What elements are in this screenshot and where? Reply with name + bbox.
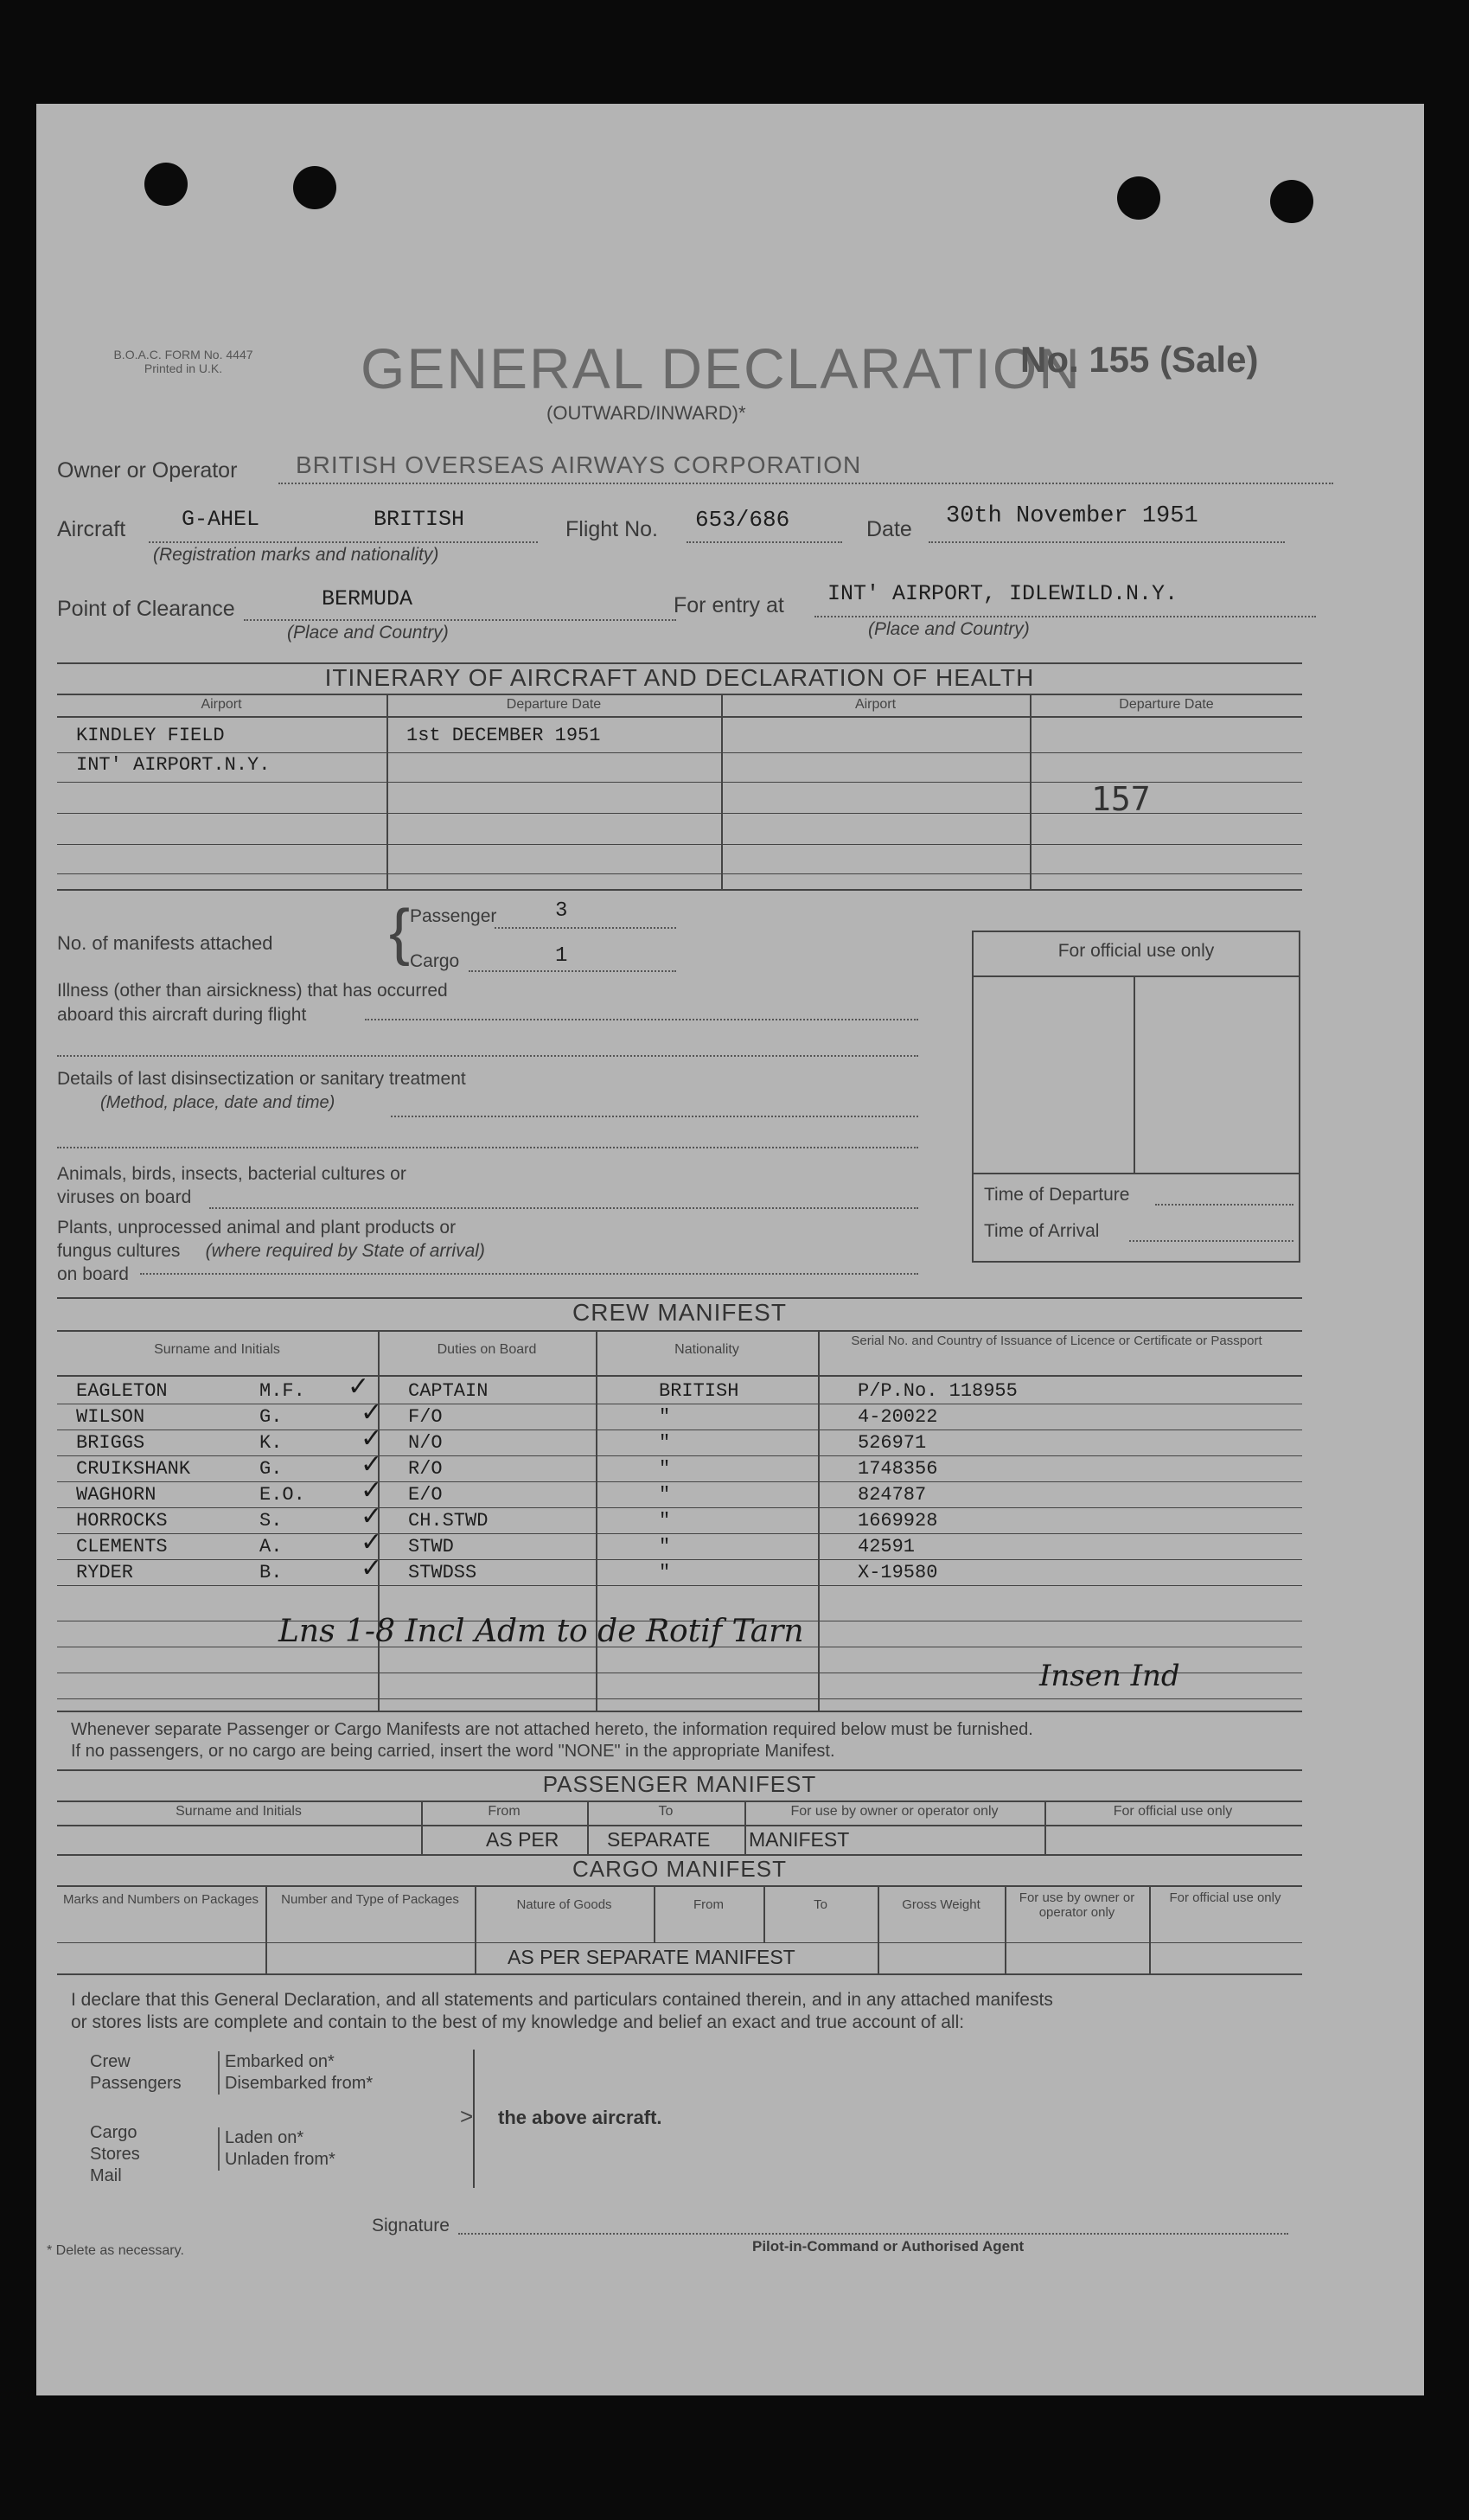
rule (1149, 1885, 1151, 1973)
declaration-line: I declare that this General Declaration, and all statements and particulars contained therein, and in any attached manifests (71, 1990, 1053, 2010)
decl-embarked: Embarked on* (225, 2052, 335, 2071)
footnote: * Delete as necessary. (47, 2243, 184, 2258)
crew-duty: E/O (408, 1484, 443, 1506)
crew-duty: CH.STWD (408, 1510, 489, 1532)
aircraft-line (149, 541, 538, 543)
plants-label-line: Plants, unprocessed animal and plant products or (57, 1218, 457, 1238)
official-use-heading: For official use only (1057, 941, 1215, 961)
passenger-value: SEPARATE (607, 1828, 711, 1851)
itinerary-departure-date: 1st DECEMBER 1951 (406, 725, 601, 746)
rule (57, 1429, 1302, 1430)
rule (57, 1330, 1302, 1332)
aircraft-note: (Registration marks and nationality) (153, 545, 439, 565)
crew-nationality: BRITISH (659, 1380, 739, 1402)
cargo-col-owner: For use by owner or operator only (1019, 1890, 1135, 1920)
cargo-col-marks: Marks and Numbers on Packages (63, 1892, 259, 1907)
itinerary-heading: ITINERARY OF AIRCRAFT AND DECLARATION OF HEALTH (324, 664, 1035, 691)
rule (57, 1559, 1302, 1560)
passenger-col-to: To (658, 1804, 674, 1819)
rule (57, 1825, 1302, 1826)
plants-label (57, 1216, 485, 1286)
crew-initials: G. (259, 1458, 283, 1480)
disinsect-note: (Method, place, date and time) (100, 1093, 335, 1112)
rule (57, 694, 1302, 695)
rule (57, 1507, 1302, 1508)
flight-label: Flight No. (565, 517, 658, 541)
date-line (929, 541, 1285, 543)
rule (974, 975, 1299, 977)
owner-line (278, 483, 1333, 484)
crew-nationality: " (659, 1510, 671, 1532)
crew-initials: A. (259, 1536, 283, 1557)
crew-surname: RYDER (76, 1562, 134, 1583)
printed-text: Printed in U.K. (144, 361, 223, 375)
owner-value: BRITISH OVERSEAS AIRWAYS CORPORATION (296, 451, 862, 478)
rule (596, 1330, 597, 1711)
check-mark-icon: ✓ (361, 1501, 383, 1532)
cargo-col-number: Number and Type of Packages (281, 1892, 459, 1907)
entry-value: INT' AIRPORT, IDLEWILD.N.Y. (827, 581, 1178, 606)
check-mark-icon: ✓ (361, 1398, 383, 1428)
decl-laden: Laden on* (225, 2128, 304, 2147)
rule (587, 1800, 589, 1854)
passenger-count-line (495, 927, 676, 929)
rule (57, 1800, 1302, 1802)
rule (386, 694, 388, 891)
passenger-value: AS PER (486, 1828, 559, 1851)
decl-stores: Stores (90, 2145, 140, 2164)
rule (421, 1800, 423, 1854)
rule (763, 1885, 765, 1942)
crew-surname: EAGLETON (76, 1380, 168, 1402)
crew-nationality: " (659, 1536, 671, 1557)
cargo-manifest-count: 1 (555, 944, 568, 968)
crew-duty: N/O (408, 1432, 443, 1454)
form-reference (88, 348, 278, 375)
cargo-col-weight: Gross Weight (902, 1897, 980, 1912)
signature-line (458, 2233, 1288, 2235)
animals-line (209, 1207, 918, 1209)
arrival-time-label: Time of Arrival (984, 1221, 1100, 1241)
clearance-line (244, 619, 676, 621)
crew-duty: R/O (408, 1458, 443, 1480)
rule (265, 1885, 267, 1973)
rule (818, 1330, 820, 1711)
entry-line (814, 616, 1316, 617)
crew-serial: 526971 (858, 1432, 927, 1454)
cargo-col-official: For official use only (1169, 1890, 1281, 1905)
passenger-col-from: From (488, 1804, 521, 1819)
punch-hole (1270, 180, 1313, 223)
owner-label: Owner or Operator (57, 458, 238, 483)
flight-line (687, 541, 842, 543)
crew-col-serial: Serial No. and Country of Issuance of Licence or Certificate or Passport (851, 1334, 1262, 1348)
rule (744, 1800, 746, 1854)
check-mark-icon: ✓ (361, 1449, 383, 1480)
crew-duty: STWD (408, 1536, 454, 1557)
crew-passengers-labels (90, 2051, 182, 2095)
illness-label-line: aboard this aircraft during flight (57, 1005, 307, 1025)
passenger-col-surname: Surname and Initials (176, 1804, 302, 1819)
crew-nationality: " (659, 1432, 671, 1454)
passenger-value: MANIFEST (749, 1828, 850, 1851)
itinerary-col-airport2: Airport (854, 697, 897, 712)
date-value: 30th November 1951 (946, 503, 1198, 529)
itinerary-col-date: Departure Date (506, 697, 602, 712)
rule (1005, 1885, 1006, 1973)
rule (1044, 1800, 1046, 1854)
cargo-stores-labels (90, 2122, 140, 2187)
declaration-text (71, 1989, 1299, 2034)
brace: { (389, 898, 411, 967)
crew-serial: 1669928 (858, 1510, 938, 1532)
punch-hole (1117, 176, 1160, 220)
check-mark-icon: ✓ (361, 1475, 383, 1506)
decl-crew: Crew (90, 2052, 131, 2071)
decl-mail: Mail (90, 2166, 122, 2185)
disinsect-label: Details of last disinsectization or sanitary treatment (57, 1069, 466, 1089)
decl-cargo: Cargo (90, 2123, 137, 2142)
itinerary-airport: INT' AIRPORT.N.Y. (76, 754, 271, 776)
crew-initials: K. (259, 1432, 283, 1454)
decl-above-aircraft: the above aircraft. (498, 2107, 662, 2128)
disinsect-line (391, 1116, 918, 1117)
rule (57, 1698, 1302, 1699)
illness-label-line: Illness (other than airsickness) that has occurred (57, 981, 448, 1001)
crew-surname: BRIGGS (76, 1432, 145, 1454)
crew-handwritten-signature: Insen Ind (1039, 1659, 1180, 1693)
crew-nationality: " (659, 1484, 671, 1506)
disinsect-line (57, 1147, 918, 1148)
entry-label: For entry at (674, 593, 784, 617)
plants-label-line: fungus cultures (57, 1241, 181, 1261)
crew-nationality: " (659, 1458, 671, 1480)
rule (57, 1885, 1302, 1887)
embark-labels (218, 2051, 373, 2095)
form-ref-text: B.O.A.C. FORM No. 4447 (113, 348, 253, 361)
form-number: No. 155 (Sale) (1020, 339, 1259, 380)
rule (57, 1455, 1302, 1456)
rule (878, 1885, 879, 1973)
decl-passengers: Passengers (90, 2074, 182, 2093)
date-label: Date (866, 517, 912, 541)
crew-initials: S. (259, 1510, 283, 1532)
check-mark-icon: ✓ (348, 1372, 370, 1402)
form-title: GENERAL DECLARATION (361, 336, 1082, 400)
crew-handwritten-note: Lns 1-8 Incl Adm to de Rotif Tarn (278, 1614, 804, 1649)
punch-hole (144, 163, 188, 206)
crew-surname: HORROCKS (76, 1510, 168, 1532)
instructions-line: If no passengers, or no cargo are being carried, insert the word "NONE" in the appropriate Manifest. (71, 1742, 835, 1761)
cargo-col-nature: Nature of Goods (516, 1897, 612, 1912)
animals-label-line: Animals, birds, insects, bacterial cultures or (57, 1164, 406, 1184)
crew-serial: 824787 (858, 1484, 927, 1506)
crew-col-nationality: Nationality (674, 1342, 739, 1357)
passenger-col-official: For official use only (1113, 1804, 1233, 1819)
itinerary-col-date2: Departure Date (1119, 697, 1214, 712)
cargo-count-line (469, 970, 676, 972)
rule (57, 1942, 1302, 1943)
illness-line (365, 1019, 918, 1020)
bracket-point: > (460, 2103, 474, 2129)
form-subtitle: (OUTWARD/INWARD)* (546, 402, 746, 424)
crew-serial: X-19580 (858, 1562, 938, 1583)
rule (57, 716, 1302, 718)
signature-label: Signature (372, 2216, 450, 2235)
rule (721, 694, 723, 891)
crew-col-duties: Duties on Board (437, 1342, 537, 1357)
rule (57, 1533, 1302, 1534)
crew-duty: CAPTAIN (408, 1380, 489, 1402)
cargo-manifest-label: Cargo (410, 951, 460, 971)
crew-surname: CLEMENTS (76, 1536, 168, 1557)
crew-heading: CREW MANIFEST (572, 1299, 787, 1326)
instructions-line: Whenever separate Passenger or Cargo Manifests are not attached hereto, the information required below must be furnished. (71, 1720, 1033, 1739)
itinerary-airport: KINDLEY FIELD (76, 725, 225, 746)
rule (57, 1585, 1302, 1586)
itinerary-col-airport: Airport (201, 697, 242, 712)
departure-time-line (1155, 1204, 1293, 1206)
aircraft-nationality: BRITISH (374, 507, 465, 532)
declaration-sheet (36, 104, 1424, 2395)
crew-initials: B. (259, 1562, 283, 1583)
punch-hole (293, 166, 336, 209)
cargo-col-to: To (814, 1897, 827, 1912)
rule (57, 1711, 1302, 1712)
clearance-label: Point of Clearance (57, 597, 235, 621)
aircraft-registration: G-AHEL (182, 507, 260, 532)
crew-nationality: " (659, 1562, 671, 1583)
crew-duty: F/O (408, 1406, 443, 1428)
rule (654, 1885, 655, 1942)
crew-serial: P/P.No. 118955 (858, 1380, 1018, 1402)
rule (1134, 975, 1135, 1173)
official-use-box (972, 931, 1300, 1263)
crew-surname: WILSON (76, 1406, 145, 1428)
passenger-manifest-label: Passenger (410, 906, 497, 926)
rule (57, 844, 1302, 845)
crew-nationality: " (659, 1406, 671, 1428)
clearance-value: BERMUDA (322, 586, 413, 611)
flight-number: 653/686 (695, 507, 790, 533)
stamp-number: 157 (1091, 780, 1151, 818)
passenger-col-owner: For use by owner or operator only (790, 1804, 999, 1819)
rule (475, 1885, 476, 1973)
cargo-heading: CARGO MANIFEST (572, 1856, 787, 1882)
aircraft-label: Aircraft (57, 517, 126, 541)
decl-disembarked: Disembarked from* (225, 2074, 374, 2093)
rule (974, 1173, 1299, 1174)
crew-initials: E.O. (259, 1484, 305, 1506)
check-mark-icon: ✓ (361, 1527, 383, 1557)
crew-col-surname: Surname and Initials (154, 1342, 280, 1357)
rule (57, 1973, 1302, 1975)
check-mark-icon: ✓ (361, 1423, 383, 1454)
rule (1030, 694, 1031, 891)
departure-time-label: Time of Departure (984, 1185, 1130, 1205)
crew-surname: CRUIKSHANK (76, 1458, 191, 1480)
crew-surname: WAGHORN (76, 1484, 156, 1506)
crew-serial: 1748356 (858, 1458, 938, 1480)
crew-initials: G. (259, 1406, 283, 1428)
arrival-time-line (1129, 1240, 1293, 1242)
crew-initials: M.F. (259, 1380, 305, 1402)
crew-duty: STWDSS (408, 1562, 477, 1583)
bracket (473, 2050, 475, 2188)
decl-unladen: Unladen from* (225, 2150, 335, 2169)
crew-serial: 4-20022 (858, 1406, 938, 1428)
plants-line (140, 1273, 918, 1275)
rule (57, 752, 1302, 753)
declaration-line: or stores lists are complete and contain to the best of my knowledge and belief an exact and true account of all: (71, 2012, 965, 2032)
cargo-value: AS PER SEPARATE MANIFEST (508, 1946, 795, 1968)
plants-note: (where required by State of arrival) (205, 1241, 485, 1261)
passenger-manifest-count: 3 (555, 899, 568, 923)
entry-note: (Place and Country) (868, 619, 1030, 639)
illness-line (57, 1055, 918, 1057)
rule (57, 1375, 1302, 1377)
animals-label-line: viruses on board (57, 1187, 192, 1207)
passenger-heading: PASSENGER MANIFEST (542, 1771, 817, 1797)
instructions (71, 1719, 1299, 1762)
laden-labels (218, 2127, 335, 2171)
check-mark-icon: ✓ (361, 1553, 383, 1583)
rule (57, 889, 1302, 891)
cargo-col-from: From (693, 1897, 724, 1912)
crew-serial: 42591 (858, 1536, 916, 1557)
manifests-label: No. of manifests attached (57, 932, 273, 954)
plants-label-line: on board (57, 1264, 129, 1284)
rule (57, 873, 1302, 874)
animals-label (57, 1162, 406, 1209)
rule (57, 1481, 1302, 1482)
clearance-note: (Place and Country) (287, 623, 449, 643)
signature-role: Pilot-in-Command or Authorised Agent (752, 2238, 1025, 2255)
